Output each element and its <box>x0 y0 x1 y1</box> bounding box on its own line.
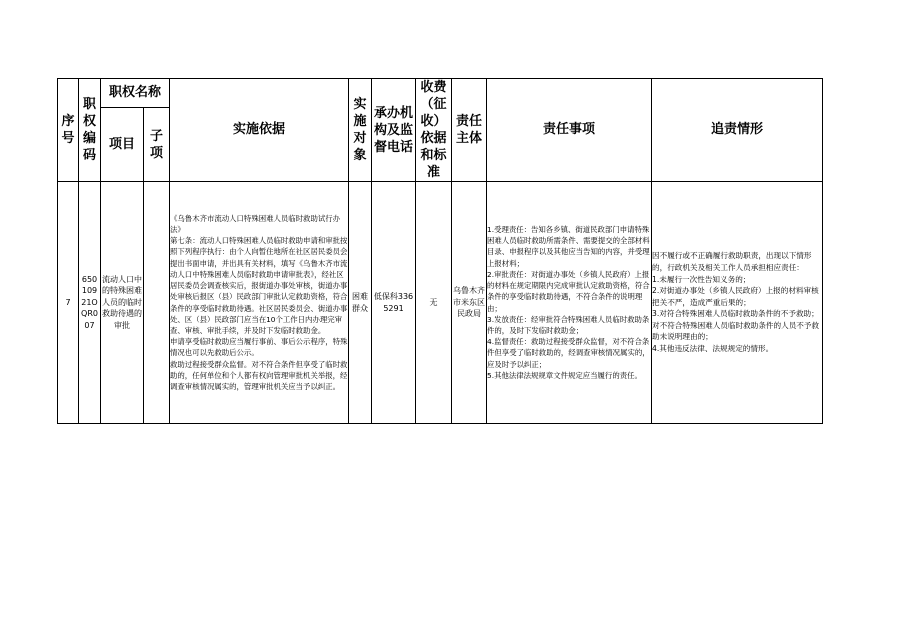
row-code: 65010921OQR007 <box>79 182 101 424</box>
header-org: 承办机构及监督电话 <box>372 79 416 182</box>
header-fee: 收费（征收）依据和标准 <box>416 79 452 182</box>
row-org: 低保科3365291 <box>372 182 416 424</box>
row-accountability: 因不履行或不正确履行救助职责，出现以下情形的，行政机关及相关工作人员承担相应责任： 1.未履行一次性告知义务的； 2.对街道办事处（乡镇人民政府）上报的材料审核把关不严，造成严重后果的； 3.对符合特殊困难人员临时救助条件的不予救助；对不符合特殊困难人员临时救助条件的人员不予救助未说明理由的； 4.其他违反法律、法规规定的情形。 <box>652 182 823 424</box>
row-target: 困难群众 <box>349 182 372 424</box>
table-row <box>58 182 823 424</box>
row-item: 流动人口中的特殊困难人员的临时救助待遇的审批 <box>101 182 144 424</box>
header-code: 职权编码 <box>79 79 101 182</box>
header-seq: 序号 <box>58 79 79 182</box>
row-duties: 1.受理责任：告知各乡镇、街道民政部门申请特殊困难人员临时救助所需条件、需要提交的全部材料目录、申报程序以及其他应当告知的内容，并受理上报材料； 2.审批责任：对街道办事处（乡镇人民政府）上报的材料在规定期限内完成审批认定救助资格，符合条件的享受临时救助待遇，不符合条件的说明理由； 3.发放责任：经审批符合特殊困难人员临时救助条件的，及时下发临时救助金； 4.监督责任：救助过程接受群众监督，对不符合条件但享受了临时救助的，经调查审核情况属实的，应及时予以纠正； 5.其他法律法规规章文件规定应当履行的责任。 <box>487 182 652 424</box>
row-fee: 无 <box>416 182 452 424</box>
row-subject: 乌鲁木齐市米东区民政局 <box>452 182 487 424</box>
header-accountability: 追责情形 <box>652 79 823 182</box>
header-target: 实施对象 <box>349 79 372 182</box>
header-duties: 责任事项 <box>487 79 652 182</box>
row-subitem <box>144 182 170 424</box>
header-basis: 实施依据 <box>170 79 349 182</box>
row-seq: 7 <box>58 182 79 424</box>
row-basis: 《乌鲁木齐市流动人口特殊困难人员临时救助试行办法》 第七条：流动人口特殊困难人员临时救助申请和审批按照下列程序执行：由个人向暂住地所在社区居民委员会提出书面申请，并出具有关材料，填写《乌鲁木齐市流动人口中特殊困难人员临时救助申请审批表》，经社区居民委员会调查核实后，报街道办事处审核，街道办事处审核后报区（县）民政部门审批认定救助资格，符合条件的享受临时救助待遇。社区居民委员会、街道办事处、区（县）民政部门应当在10个工作日内办理完审查、审核、审批手续，并及时下发临时救助金。 申请享受临时救助应当履行事前、事后公示程序，特殊情况也可以先救助后公示。 救助过程接受群众监督。对不符合条件但享受了临时救助的，任何单位和个人都有权向管理审批机关举报，经调查审核情况属实的，管理审批机关应当予以纠正。 <box>170 182 349 424</box>
header-power-name: 职权名称 <box>101 79 170 108</box>
header-subject: 责任主体 <box>452 79 487 182</box>
header-subitem: 子项 <box>144 108 170 182</box>
header-item: 项目 <box>101 108 144 182</box>
power-list-table <box>57 78 823 424</box>
